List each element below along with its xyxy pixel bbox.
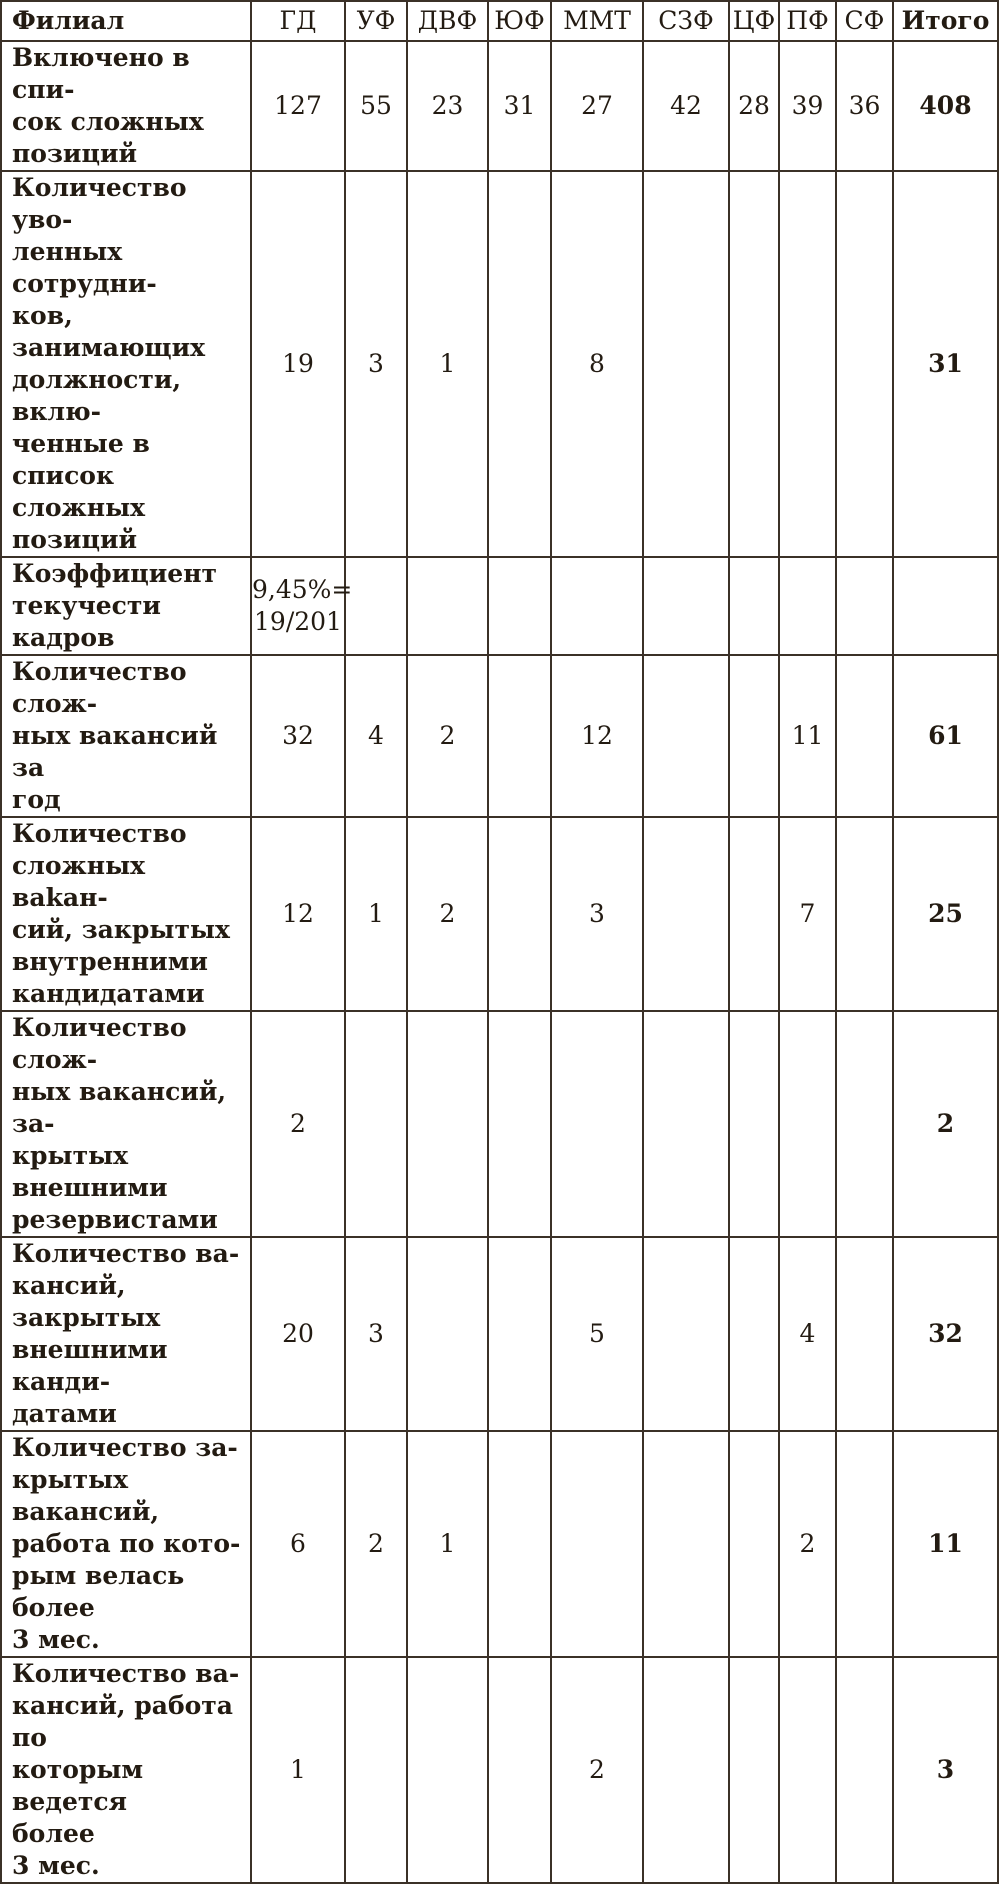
value-cell: [836, 1657, 893, 1883]
value-cell: 2: [407, 817, 488, 1011]
value-cell: 4: [345, 655, 407, 817]
value-cell: 55: [345, 41, 407, 171]
value-cell: [488, 1431, 551, 1657]
value-cell: [729, 817, 779, 1011]
value-cell: [551, 557, 643, 655]
value-cell: 1: [345, 817, 407, 1011]
header-cell-mmt: ММТ: [551, 1, 643, 41]
row-label-cell: Количество уво- ленных сотрудни- ков, занимающих должности, вклю- ченные в список сложных позиций: [1, 171, 251, 557]
row-label-cell: Количество сложных ваkан- сий, закрытых внутренними кандидатами: [1, 817, 251, 1011]
value-cell: [729, 1431, 779, 1657]
value-cell: 3: [345, 1237, 407, 1431]
value-cell: 3: [551, 817, 643, 1011]
value-cell: [836, 1011, 893, 1237]
value-cell: [643, 557, 729, 655]
table-row: [1, 171, 998, 557]
row-label-cell: Количество ва- кансий, закрытых внешними канди- датами: [1, 1237, 251, 1431]
value-cell: 31: [488, 41, 551, 171]
header-cell-sf: СФ: [836, 1, 893, 41]
value-cell: [643, 1657, 729, 1883]
value-cell: 3: [345, 171, 407, 557]
value-cell: [488, 557, 551, 655]
table-row: [1, 1431, 998, 1657]
value-cell: [836, 655, 893, 817]
value-cell: [407, 1237, 488, 1431]
value-cell: [836, 817, 893, 1011]
value-cell: [729, 171, 779, 557]
value-cell: [488, 1657, 551, 1883]
total-cell: 31: [893, 171, 998, 557]
value-cell: [836, 1431, 893, 1657]
value-cell: 19: [251, 171, 345, 557]
value-cell: [643, 817, 729, 1011]
value-cell: 1: [251, 1657, 345, 1883]
value-cell: [729, 1237, 779, 1431]
table-row: [1, 655, 998, 817]
value-cell: 23: [407, 41, 488, 171]
header-cell-gd: ГД: [251, 1, 345, 41]
table-row: [1, 41, 998, 171]
value-cell: 4: [779, 1237, 836, 1431]
table-row: [1, 1237, 998, 1431]
total-cell: 32: [893, 1237, 998, 1431]
value-cell: [551, 1431, 643, 1657]
header-cell-yuf: ЮФ: [488, 1, 551, 41]
total-cell: 408: [893, 41, 998, 171]
value-cell: 39: [779, 41, 836, 171]
total-cell: 2: [893, 1011, 998, 1237]
row-label-cell: Количество ва- кансий, работа по которым ведется более 3 мес.: [1, 1657, 251, 1883]
value-cell: 27: [551, 41, 643, 171]
value-cell: 2: [779, 1431, 836, 1657]
table-header: [1, 1, 998, 41]
value-cell: 12: [251, 817, 345, 1011]
value-cell: 20: [251, 1237, 345, 1431]
table-row: [1, 557, 998, 655]
value-cell: [643, 655, 729, 817]
value-cell: 2: [407, 655, 488, 817]
header-cell-total: Итого: [893, 1, 998, 41]
table-row: [1, 1011, 998, 1237]
total-cell: 25: [893, 817, 998, 1011]
header-cell-dvf: ДВФ: [407, 1, 488, 41]
value-cell: [551, 1011, 643, 1237]
value-cell: [488, 1011, 551, 1237]
value-cell: [345, 557, 407, 655]
value-cell: [407, 1657, 488, 1883]
value-cell: [488, 817, 551, 1011]
header-cell-branch: Филиал: [1, 1, 251, 41]
header-cell-pf: ПФ: [779, 1, 836, 41]
table-row: [1, 1657, 998, 1883]
value-cell: [643, 1431, 729, 1657]
value-cell: [643, 1011, 729, 1237]
row-label-cell: Количество слож- ных вакансий, за- крытых внешними резервистами: [1, 1011, 251, 1237]
value-cell: 2: [551, 1657, 643, 1883]
table-body: [1, 41, 998, 1883]
value-cell: [729, 1657, 779, 1883]
total-cell: 3: [893, 1657, 998, 1883]
value-cell: [779, 1657, 836, 1883]
value-cell: [729, 557, 779, 655]
row-label-cell: Включено в спи- сок сложных позиций: [1, 41, 251, 171]
value-cell: [643, 171, 729, 557]
value-cell: 28: [729, 41, 779, 171]
value-cell: 127: [251, 41, 345, 171]
row-label-cell: Количество слож- ных вакансий за год: [1, 655, 251, 817]
value-cell: [488, 655, 551, 817]
value-cell: 2: [345, 1431, 407, 1657]
header-row: [1, 1, 998, 41]
total-cell: 61: [893, 655, 998, 817]
total-cell: [893, 557, 998, 655]
header-cell-tsf: ЦФ: [729, 1, 779, 41]
row-label-cell: Количество за- крытых вакансий, работа по кото- рым велась более 3 мес.: [1, 1431, 251, 1657]
value-cell: [488, 1237, 551, 1431]
value-cell: 32: [251, 655, 345, 817]
value-cell: 2: [251, 1011, 345, 1237]
value-cell: [729, 1011, 779, 1237]
value-cell: [345, 1657, 407, 1883]
value-cell: [729, 655, 779, 817]
value-cell: [779, 557, 836, 655]
value-cell: [779, 1011, 836, 1237]
value-cell: 9,45%= 19/201: [251, 557, 345, 655]
value-cell: 5: [551, 1237, 643, 1431]
value-cell: [345, 1011, 407, 1237]
value-cell: 11: [779, 655, 836, 817]
value-cell: 42: [643, 41, 729, 171]
value-cell: [407, 1011, 488, 1237]
total-cell: 11: [893, 1431, 998, 1657]
value-cell: [407, 557, 488, 655]
table-row: [1, 817, 998, 1011]
value-cell: [643, 1237, 729, 1431]
value-cell: [836, 1237, 893, 1431]
value-cell: 6: [251, 1431, 345, 1657]
header-cell-szf: СЗФ: [643, 1, 729, 41]
value-cell: 1: [407, 1431, 488, 1657]
value-cell: 8: [551, 171, 643, 557]
row-label-cell: Коэффициент текучести кадров: [1, 557, 251, 655]
value-cell: [488, 171, 551, 557]
value-cell: 36: [836, 41, 893, 171]
value-cell: [779, 171, 836, 557]
value-cell: 7: [779, 817, 836, 1011]
value-cell: 12: [551, 655, 643, 817]
value-cell: [836, 557, 893, 655]
value-cell: 1: [407, 171, 488, 557]
value-cell: [836, 171, 893, 557]
header-cell-uf: УФ: [345, 1, 407, 41]
